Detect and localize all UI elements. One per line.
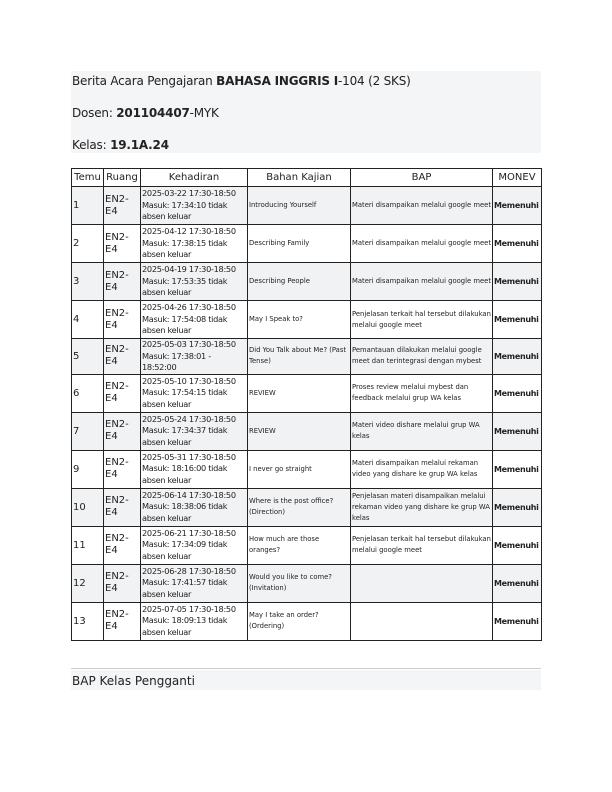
cell-bap: Penjelasan terkait hal tersebut dilakukan melalui google meet [351, 301, 493, 339]
cell-ruang: EN2-E4 [104, 526, 141, 564]
cell-temu: 3 [72, 263, 104, 301]
cell-temu: 13 [72, 602, 104, 640]
cell-bap: Materi disampaikan melalui google meet [351, 263, 493, 301]
cell-monev: Memenuhi [493, 374, 542, 412]
bap-table [71, 168, 542, 641]
table-row [72, 564, 542, 602]
schedule-time: 2025-04-12 17:30-18:50 [142, 226, 236, 237]
cell-bap: Materi disampaikan melalui google meet [351, 187, 493, 225]
attendance-time: Masuk: 17:54:08 tidak absen keluar [142, 313, 228, 336]
schedule-time: 2025-06-21 17:30-18:50 [142, 527, 236, 538]
cell-temu: 12 [72, 564, 104, 602]
cell-temu: 4 [72, 301, 104, 339]
cell-bahan-kajian: How much are those oranges? [248, 526, 351, 564]
cell-bahan-kajian: Where is the post office? (Direction) [248, 488, 351, 526]
schedule-time: 2025-06-28 17:30-18:50 [142, 565, 236, 576]
cell-monev: Memenuhi [493, 187, 542, 225]
cell-temu: 11 [72, 526, 104, 564]
cell-bap: Proses review melalui mybest dan feedback melalui grup WA kelas [351, 374, 493, 412]
table-row [72, 602, 542, 640]
table-row [72, 488, 542, 526]
cell-bahan-kajian: REVIEW [248, 412, 351, 450]
attendance-time: Masuk: 17:53:35 tidak absen keluar [142, 275, 228, 298]
table-header-row [72, 169, 542, 187]
cell-ruang: EN2-E4 [104, 450, 141, 488]
section-divider [71, 668, 541, 669]
cell-monev: Memenuhi [493, 526, 542, 564]
attendance-time: Masuk: 18:09:13 tidak absen keluar [142, 615, 228, 637]
cell-ruang: EN2-E4 [104, 412, 141, 450]
table-row [72, 526, 542, 564]
attendance-time: Masuk: 18:38:06 tidak absen keluar [142, 501, 228, 523]
cell-kehadiran [141, 450, 248, 488]
cell-temu: 5 [72, 339, 104, 375]
course-name: BAHASA INGGRIS I [216, 74, 339, 88]
cell-kehadiran [141, 602, 248, 640]
cell-bahan-kajian: Describing Family [248, 225, 351, 263]
schedule-time: 2025-03-22 17:30-18:50 [142, 188, 236, 199]
cell-monev: Memenuhi [493, 602, 542, 640]
cell-ruang: EN2-E4 [104, 374, 141, 412]
table-row [72, 225, 542, 263]
section-kelas-pengganti [71, 670, 541, 690]
cell-temu: 10 [72, 488, 104, 526]
table-row [72, 450, 542, 488]
table-body [72, 187, 542, 641]
cell-temu: 2 [72, 225, 104, 263]
table-row [72, 187, 542, 225]
cell-monev: Memenuhi [493, 339, 542, 375]
cell-bap [351, 564, 493, 602]
table-row [72, 374, 542, 412]
title-prefix: Berita Acara Pengajaran [72, 74, 217, 88]
col-header-kehadiran: Kehadiran [141, 169, 248, 187]
table-row [72, 339, 542, 375]
schedule-time: 2025-05-31 17:30-18:50 [142, 451, 236, 462]
cell-kehadiran [141, 263, 248, 301]
lecturer-label: Dosen: [72, 106, 117, 120]
schedule-time: 2025-04-26 17:30-18:50 [142, 302, 236, 313]
cell-monev: Memenuhi [493, 488, 542, 526]
cell-bap: Materi video dishare melalui grup WA kelas [351, 412, 493, 450]
title-suffix: -104 (2 SKS) [338, 74, 411, 88]
cell-ruang: EN2-E4 [104, 602, 141, 640]
cell-monev: Memenuhi [493, 412, 542, 450]
col-header-monev: MONEV [493, 169, 542, 187]
cell-monev: Memenuhi [493, 564, 542, 602]
table-row [72, 412, 542, 450]
cell-kehadiran [141, 412, 248, 450]
schedule-time: 2025-05-10 17:30-18:50 [142, 375, 236, 386]
cell-bap: Penjelasan materi disampaikan melalui rekaman video yang dishare ke grup WA kelas [351, 488, 493, 526]
lecturer-suffix: -MYK [189, 106, 219, 120]
cell-ruang: EN2-E4 [104, 301, 141, 339]
cell-monev: Memenuhi [493, 225, 542, 263]
attendance-time: Masuk: 18:16:00 tidak absen keluar [142, 463, 228, 485]
cell-temu: 9 [72, 450, 104, 488]
cell-monev: Memenuhi [493, 450, 542, 488]
attendance-time: Masuk: 17:34:10 tidak absen keluar [142, 199, 228, 222]
schedule-time: 2025-07-05 17:30-18:50 [142, 603, 236, 614]
cell-bahan-kajian: Did You Talk about Me? (Past Tense) [248, 339, 351, 375]
schedule-time: 2025-04-19 17:30-18:50 [142, 264, 236, 275]
cell-ruang: EN2-E4 [104, 187, 141, 225]
cell-bahan-kajian: Introducing Yourself [248, 187, 351, 225]
table-row [72, 263, 542, 301]
col-header-temu: Temu [72, 169, 104, 187]
cell-bap: Penjelasan terkait hal tersebut dilakukan melalui google meet [351, 526, 493, 564]
cell-kehadiran [141, 225, 248, 263]
cell-ruang: EN2-E4 [104, 488, 141, 526]
col-header-ruang: Ruang [104, 169, 141, 187]
table-row [72, 301, 542, 339]
cell-temu: 7 [72, 412, 104, 450]
header-panel [71, 71, 541, 153]
cell-ruang: EN2-E4 [104, 564, 141, 602]
page-title [72, 74, 411, 88]
cell-monev: Memenuhi [493, 263, 542, 301]
cell-ruang: EN2-E4 [104, 339, 141, 375]
attendance-time: Masuk: 17:38:01 - 18:52:00 [142, 350, 211, 372]
schedule-time: 2025-05-03 17:30-18:50 [142, 339, 236, 349]
cell-kehadiran [141, 526, 248, 564]
attendance-time: Masuk: 17:34:37 tidak absen keluar [142, 425, 228, 447]
cell-bahan-kajian: Would you like to come? (Invitation) [248, 564, 351, 602]
class-label: Kelas: [72, 138, 111, 152]
cell-kehadiran [141, 374, 248, 412]
attendance-time: Masuk: 17:38:15 tidak absen keluar [142, 237, 228, 260]
cell-bap: Materi disampaikan melalui rekaman video yang dishare ke grup WA kelas [351, 450, 493, 488]
cell-kehadiran [141, 564, 248, 602]
cell-bap: Materi disampaikan melalui google meet [351, 225, 493, 263]
cell-kehadiran [141, 339, 248, 375]
cell-bahan-kajian: May I take an order? (Ordering) [248, 602, 351, 640]
cell-kehadiran [141, 488, 248, 526]
attendance-time: Masuk: 17:41:57 tidak absen keluar [142, 577, 228, 599]
attendance-time: Masuk: 17:54:15 tidak absen keluar [142, 387, 228, 409]
cell-kehadiran [141, 187, 248, 225]
cell-temu: 1 [72, 187, 104, 225]
class-line [72, 138, 169, 152]
cell-ruang: EN2-E4 [104, 225, 141, 263]
lecturer-line [72, 106, 219, 120]
col-header-bahan-kajian: Bahan Kajian [248, 169, 351, 187]
cell-bahan-kajian: I never go straight [248, 450, 351, 488]
cell-kehadiran [141, 301, 248, 339]
lecturer-id: 201104407 [116, 106, 190, 120]
cell-bap: Pemantauan dilakukan melalui google meet dan terintegrasi dengan mybest [351, 339, 493, 375]
cell-monev: Memenuhi [493, 301, 542, 339]
attendance-time: Masuk: 17:34:09 tidak absen keluar [142, 539, 228, 561]
schedule-time: 2025-05-24 17:30-18:50 [142, 413, 236, 424]
cell-bahan-kajian: Describing People [248, 263, 351, 301]
cell-bap [351, 602, 493, 640]
class-value: 19.1A.24 [110, 138, 169, 152]
col-header-bap: BAP [351, 169, 493, 187]
section-title: BAP Kelas Pengganti [72, 674, 195, 688]
cell-bahan-kajian: REVIEW [248, 374, 351, 412]
cell-temu: 6 [72, 374, 104, 412]
cell-bahan-kajian: May I Speak to? [248, 301, 351, 339]
schedule-time: 2025-06-14 17:30-18:50 [142, 489, 236, 500]
cell-ruang: EN2-E4 [104, 263, 141, 301]
